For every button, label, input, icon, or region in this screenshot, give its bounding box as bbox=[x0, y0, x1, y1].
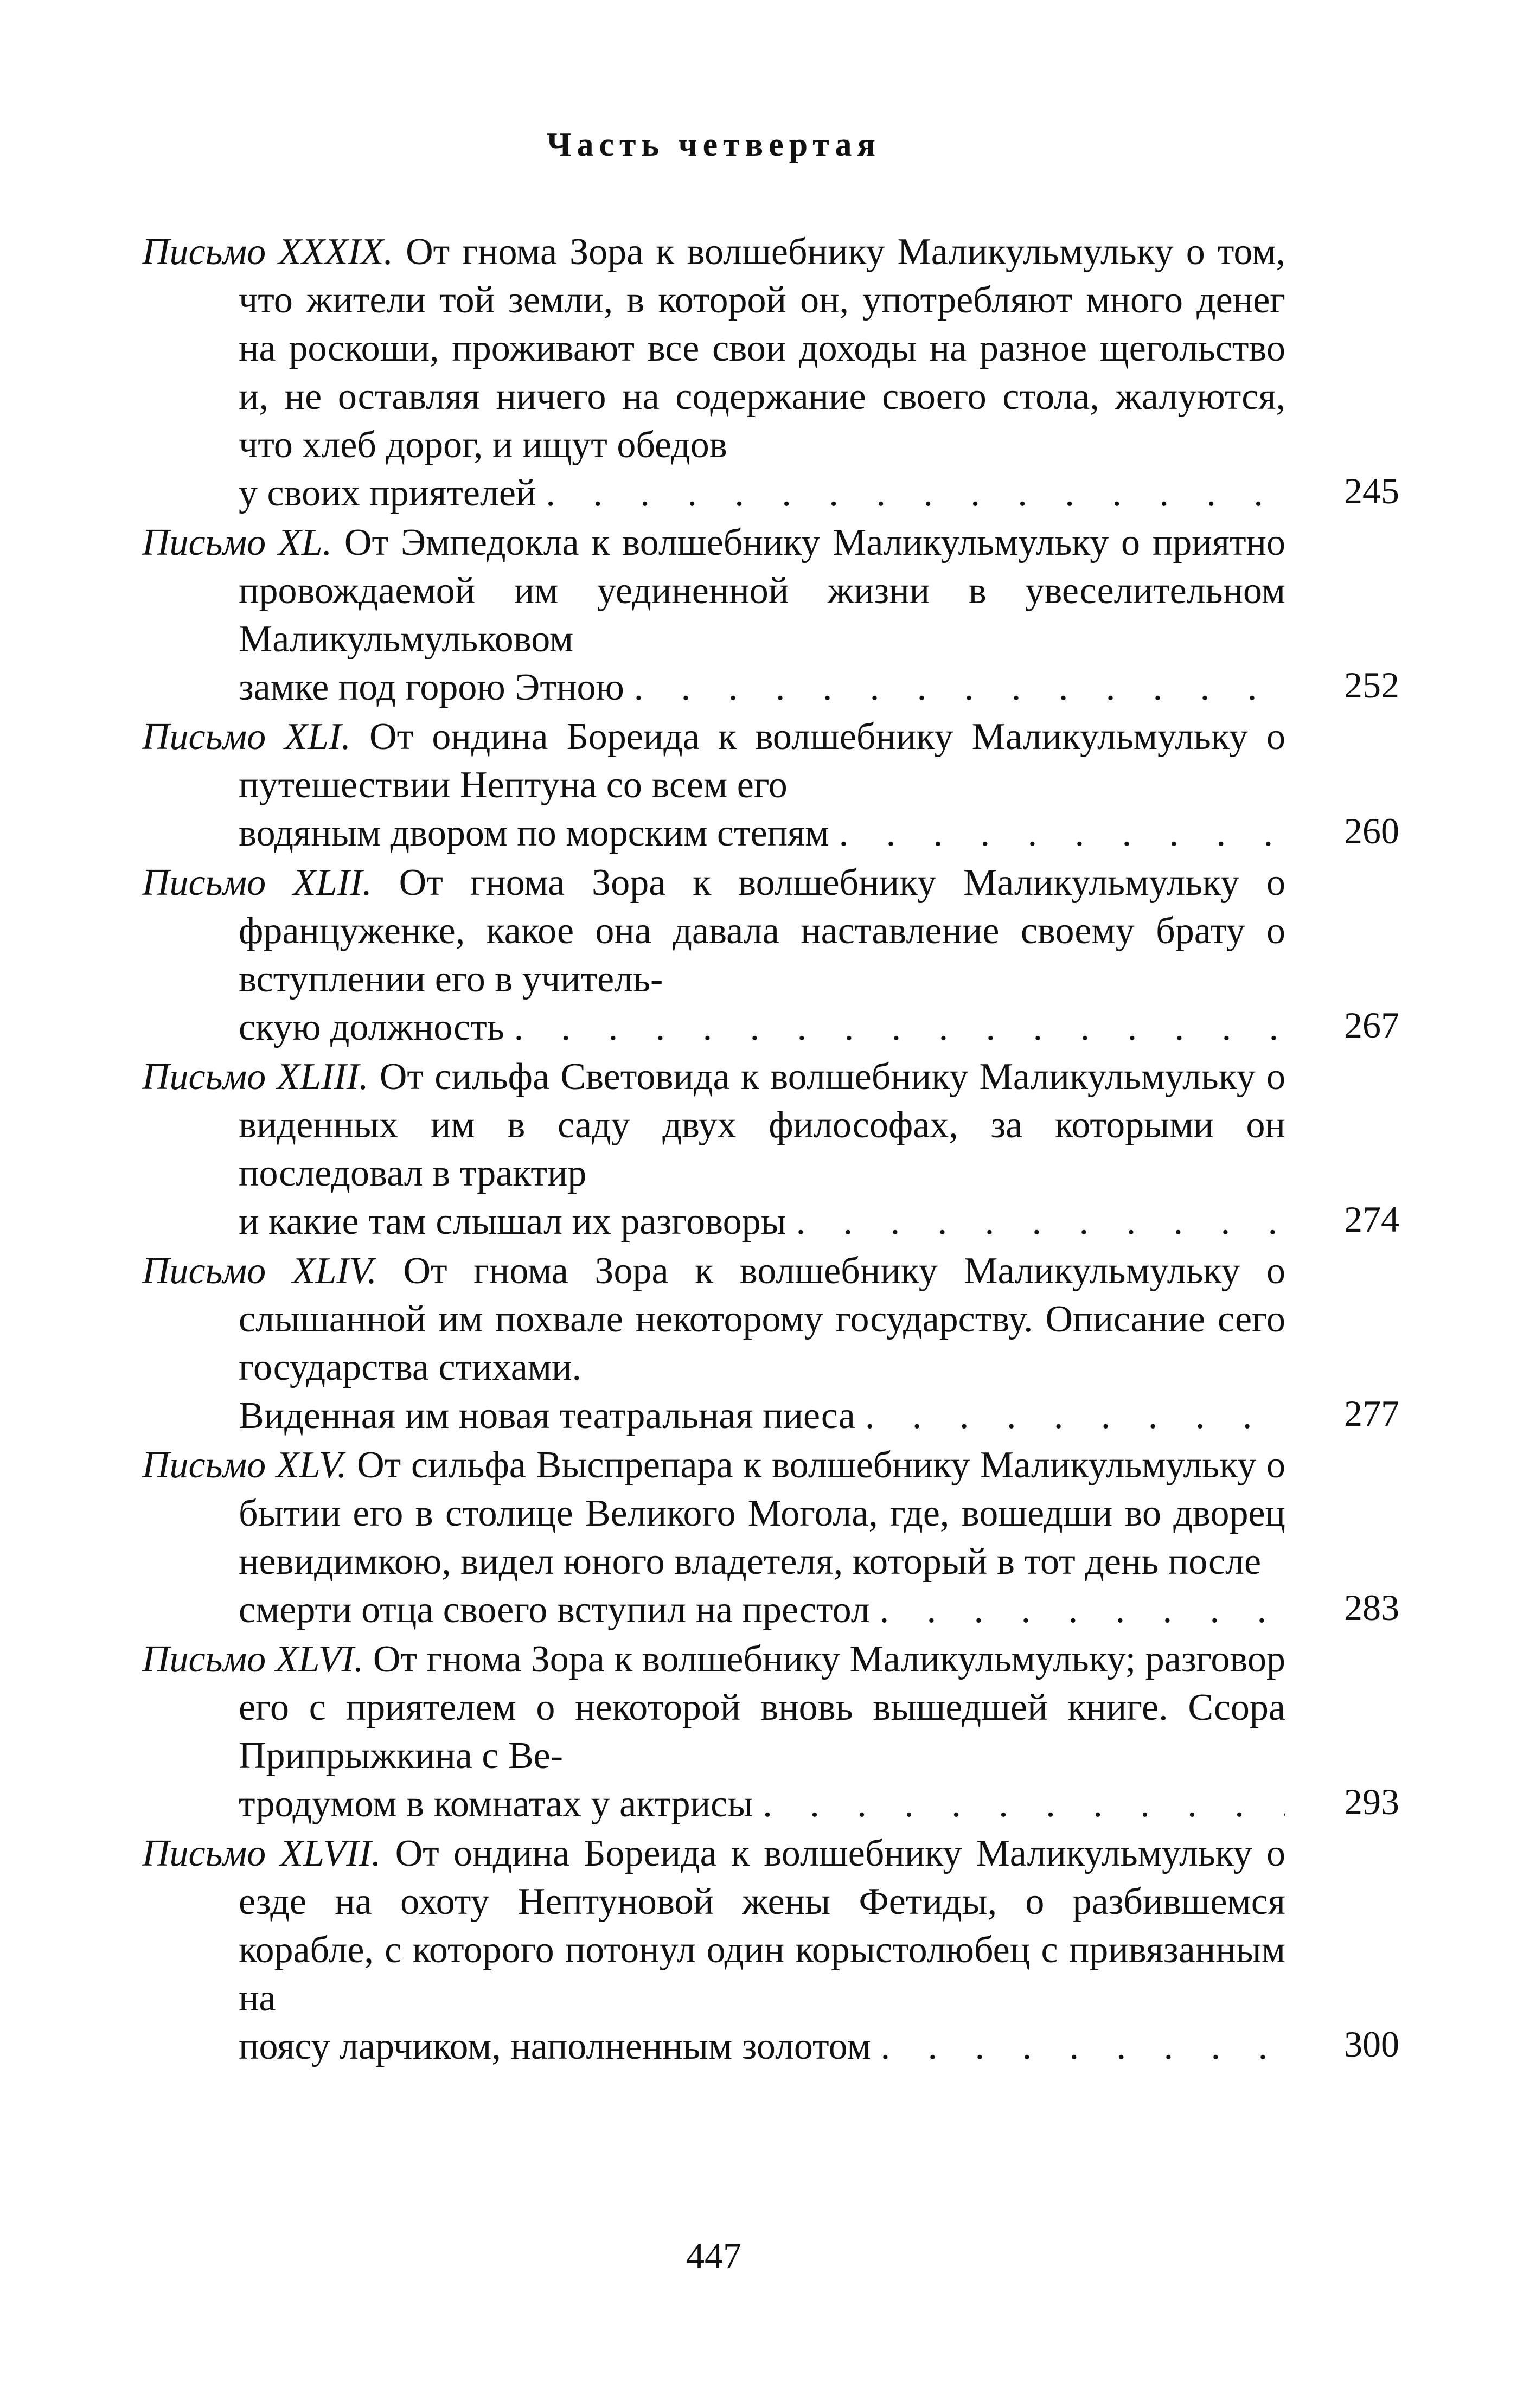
entry-description-end: водяным двором по морским степям bbox=[239, 812, 829, 854]
entry-letter-number: Письмо XLVII. bbox=[142, 1833, 381, 1874]
entry-page-number: 245 bbox=[1344, 470, 1399, 511]
entry-description: От гнома Зора к волшебнику Маликульмульку; разговор его с приятелем о некоторой вновь вышедшей книге. Ссора Припрыжкина с Ве- bbox=[239, 1638, 1286, 1777]
toc-entry bbox=[142, 1635, 1399, 1828]
toc-entry bbox=[142, 1053, 1399, 1246]
entry-letter-number: Письмо XLIII. bbox=[142, 1056, 369, 1098]
entry-letter-number: Письмо XL. bbox=[142, 522, 332, 563]
dot-leader bbox=[855, 1392, 1285, 1440]
entry-description: От Эмпедокла к волшебнику Маликульмульку о приятно провождаемой им уединенной жизни в увеселительном Маликульмульковом bbox=[239, 522, 1285, 660]
entry-letter-number: Письмо XLV. bbox=[142, 1444, 347, 1486]
entry-letter-number: Письмо XLII. bbox=[142, 862, 372, 904]
dot-leader bbox=[786, 1197, 1285, 1246]
entry-description-end: скую должность bbox=[239, 1007, 504, 1048]
dot-leader bbox=[871, 2022, 1285, 2071]
toc-entry bbox=[142, 1829, 1399, 2071]
dot-leader bbox=[829, 809, 1285, 857]
table-of-contents bbox=[142, 228, 1399, 2072]
entry-description-end: смерти отца своего вступил на престол bbox=[239, 1589, 870, 1631]
toc-entry bbox=[142, 1247, 1399, 1440]
entry-letter-number: Письмо XLIV. bbox=[142, 1250, 377, 1292]
entry-page-number: 300 bbox=[1344, 2023, 1399, 2065]
dot-leader bbox=[504, 1003, 1285, 1052]
entry-page-number: 260 bbox=[1344, 810, 1399, 851]
dot-leader bbox=[624, 663, 1285, 712]
entry-description: От гнома Зора к волшебнику Маликульмульку о француженке, какое она давала наставление своему брату о вступлении его в учитель- bbox=[239, 862, 1285, 1000]
entry-description: От сильфа Выспрепара к волшебнику Маликульмульку о бытии его в столице Великого Могола, где, вошедши во дворец невидимкою, видел юного владетеля, который в тот день после bbox=[239, 1444, 1285, 1583]
entry-description: От ондина Бореида к волшебнику Маликульмульку о путешествии Нептуна со всем его bbox=[239, 716, 1286, 806]
toc-entry bbox=[142, 859, 1399, 1052]
entry-page-number: 277 bbox=[1344, 1393, 1399, 1434]
page-number: 447 bbox=[686, 2235, 741, 2276]
entry-description: От гнома Зора к волшебнику Маликульмульку о том, что жители той земли, в которой он, употребляют много денег на роскоши, проживают все свои доходы на разное щегольство и, не оставляя ничего на содержание своего стола, жалуются, что хлеб дорог, и ищут обедов bbox=[239, 231, 1286, 466]
entry-description-end: поясу ларчиком, наполненным золотом bbox=[239, 2026, 871, 2067]
section-title: Часть четвертая bbox=[546, 126, 881, 163]
toc-entry bbox=[142, 713, 1399, 857]
entry-description: От гнома Зора к волшебнику Маликульмульку о слышанной им похвале некоторому государству. Описание сего государства стихами. bbox=[239, 1250, 1285, 1388]
entry-page-number: 252 bbox=[1344, 664, 1399, 706]
entry-page-number: 267 bbox=[1344, 1004, 1399, 1046]
toc-entry bbox=[142, 1441, 1399, 1634]
dot-leader bbox=[536, 469, 1285, 517]
entry-letter-number: Письмо XLVI. bbox=[142, 1638, 364, 1680]
entry-page-number: 293 bbox=[1344, 1781, 1399, 1822]
entry-description-end: у своих приятелей bbox=[239, 472, 536, 514]
entry-description-end: Виденная им новая театральная пиеса bbox=[239, 1395, 855, 1437]
entry-description: От ондина Бореида к волшебнику Маликульмульку о езде на охоту Нептуновой жены Фетиды, о разбившемся корабле, с которого потонул один корыстолюбец с привязанным на bbox=[239, 1833, 1286, 2019]
toc-entry bbox=[142, 518, 1399, 712]
entry-description-end: замке под горою Этною bbox=[239, 667, 624, 708]
toc-entry bbox=[142, 228, 1399, 517]
entry-page-number: 274 bbox=[1344, 1199, 1399, 1240]
entry-description-end: и какие там слышал их разговоры bbox=[239, 1201, 786, 1243]
entry-description-end: тродумом в комнатах у актрисы bbox=[239, 1783, 753, 1825]
entry-description: От сильфа Световида к волшебнику Маликульмульку о виденных им в саду двух философах, за которыми он последовал в трактир bbox=[239, 1056, 1286, 1194]
entry-letter-number: Письмо XXXIX. bbox=[142, 231, 394, 273]
dot-leader bbox=[753, 1780, 1285, 1828]
dot-leader bbox=[870, 1586, 1285, 1634]
entry-letter-number: Письмо XLI. bbox=[142, 716, 351, 758]
entry-page-number: 283 bbox=[1344, 1587, 1399, 1628]
